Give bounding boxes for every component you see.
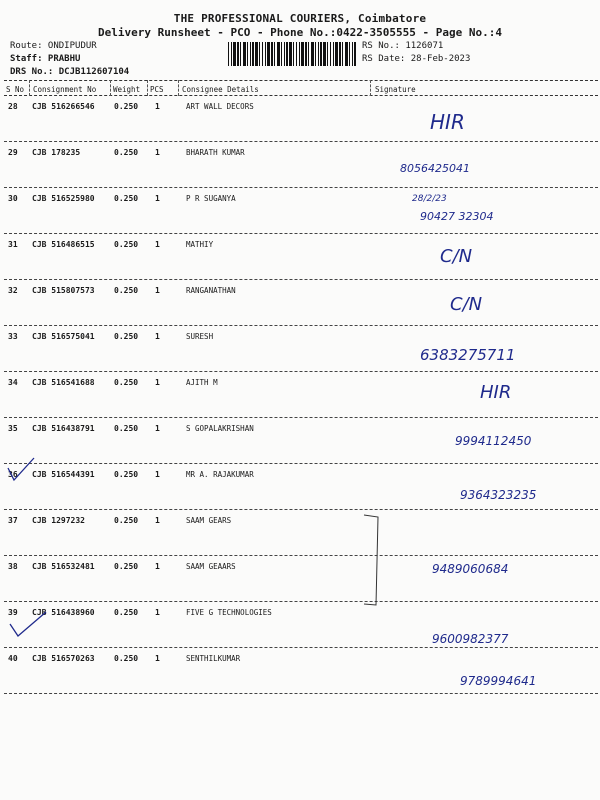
consignee-name: ART WALL DECORS [186,102,254,111]
handwritten-signature: C/N [440,246,473,267]
consignment-number: CJB 516575041 [32,332,95,341]
weight-value: 0.250 [114,470,139,479]
serial-number: 32 [8,286,18,295]
consignee-name: SAAM GEARS [186,516,232,525]
serial-number: 33 [8,332,18,341]
consignment-number: CJB 178235 [32,148,81,157]
handwritten-signature: 90427 32304 [420,210,494,223]
pcs-count: 1 [155,654,160,663]
consignee-name: BHARATH KUMAR [186,148,245,157]
staff-label: Staff: PRABHU [10,54,81,64]
bracket-mark [364,515,378,605]
serial-number: 39 [8,608,18,617]
serial-number: 37 [8,516,18,525]
weight-value: 0.250 [114,516,139,525]
pcs-count: 1 [155,562,160,571]
company-title: THE PROFESSIONAL COURIERS, Coimbatore [173,12,427,25]
consignment-number: CJB 516532481 [32,562,95,571]
handwritten-signature: 9364323235 [460,488,537,502]
consignment-number: CJB 516266546 [32,102,95,111]
weight-value: 0.250 [114,286,139,295]
pcs-count: 1 [155,102,160,111]
col-header-weight: Weight [113,85,141,94]
tick-mark [10,612,46,636]
weight-value: 0.250 [114,194,139,203]
pcs-count: 1 [155,470,160,479]
consignee-name: SAAM GEAARS [186,562,236,571]
serial-number: 34 [8,378,18,387]
consignee-name: SURESH [186,332,214,341]
consignment-number: CJB 516438791 [32,424,95,433]
pcs-count: 1 [155,516,160,525]
serial-number: 28 [8,102,18,111]
consignment-number: CJB 515807573 [32,286,95,295]
serial-number: 35 [8,424,18,433]
pcs-count: 1 [155,286,160,295]
rs-date: RS Date: 28-Feb-2023 [362,54,471,64]
weight-value: 0.250 [114,424,139,433]
serial-number: 31 [8,240,18,249]
handwritten-signature: HIR [430,110,465,134]
consignee-name: SENTHILKUMAR [186,654,241,663]
consignment-number: CJB 516486515 [32,240,95,249]
pcs-count: 1 [155,148,160,157]
serial-number: 30 [8,194,18,203]
weight-value: 0.250 [114,332,139,341]
consignment-number: CJB 1297232 [32,516,85,525]
consignee-name: P R SUGANYA [186,194,236,203]
consignment-number: CJB 516544391 [32,470,95,479]
handwritten-signature: 9789994641 [460,674,537,688]
col-header-signature: Signature [375,85,416,94]
consignee-name: FIVE G TECHNOLOGIES [186,608,272,617]
consignee-name: RANGANATHAN [186,286,236,295]
serial-number: 29 [8,148,18,157]
serial-number: 40 [8,654,18,663]
weight-value: 0.250 [114,148,139,157]
col-header-sno: S No [6,85,25,94]
handwritten-date: 28/2/23 [412,194,447,204]
pcs-count: 1 [155,332,160,341]
consignment-number: CJB 516570263 [32,654,95,663]
weight-value: 0.250 [114,378,139,387]
consignee-name: S GOPALAKRISHAN [186,424,254,433]
serial-number: 36 [8,470,18,479]
handwritten-signature: 8056425041 [400,162,470,175]
col-header-details: Consignee Details [182,85,259,94]
consignment-number: CJB 516541688 [32,378,95,387]
route-label: Route: ONDIPUDUR [10,41,97,51]
pcs-count: 1 [155,424,160,433]
drs-number: DRS No.: DCJB112607104 [10,67,130,77]
weight-value: 0.250 [114,562,139,571]
consignee-name: AJITH M [186,378,218,387]
handwritten-signature: HIR [480,382,512,403]
handwritten-signature: 9600982377 [432,632,509,646]
handwritten-signature: 9489060684 [432,562,509,576]
col-header-consignment: Consignment No [33,85,97,94]
runsheet-subtitle: Delivery Runsheet - PCO - Phone No.:0422-3505555 - Page No.:4 [98,26,502,39]
pcs-count: 1 [155,608,160,617]
consignment-number: CJB 516438960 [32,608,95,617]
rs-number: RS No.: 1126071 [362,41,444,51]
handwritten-signature: C/N [450,294,483,315]
weight-value: 0.250 [114,240,139,249]
handwritten-signature: 6383275711 [420,346,516,364]
weight-value: 0.250 [114,102,139,111]
consignment-number: CJB 516525980 [32,194,95,203]
pcs-count: 1 [155,194,160,203]
pcs-count: 1 [155,240,160,249]
tick-mark [8,458,34,480]
weight-value: 0.250 [114,654,139,663]
consignee-name: MATHIY [186,240,214,249]
consignee-name: MR A. RAJAKUMAR [186,470,254,479]
weight-value: 0.250 [114,608,139,617]
handwritten-signature: 9994112450 [455,434,532,448]
col-header-pcs: PCS [150,85,164,94]
pcs-count: 1 [155,378,160,387]
serial-number: 38 [8,562,18,571]
